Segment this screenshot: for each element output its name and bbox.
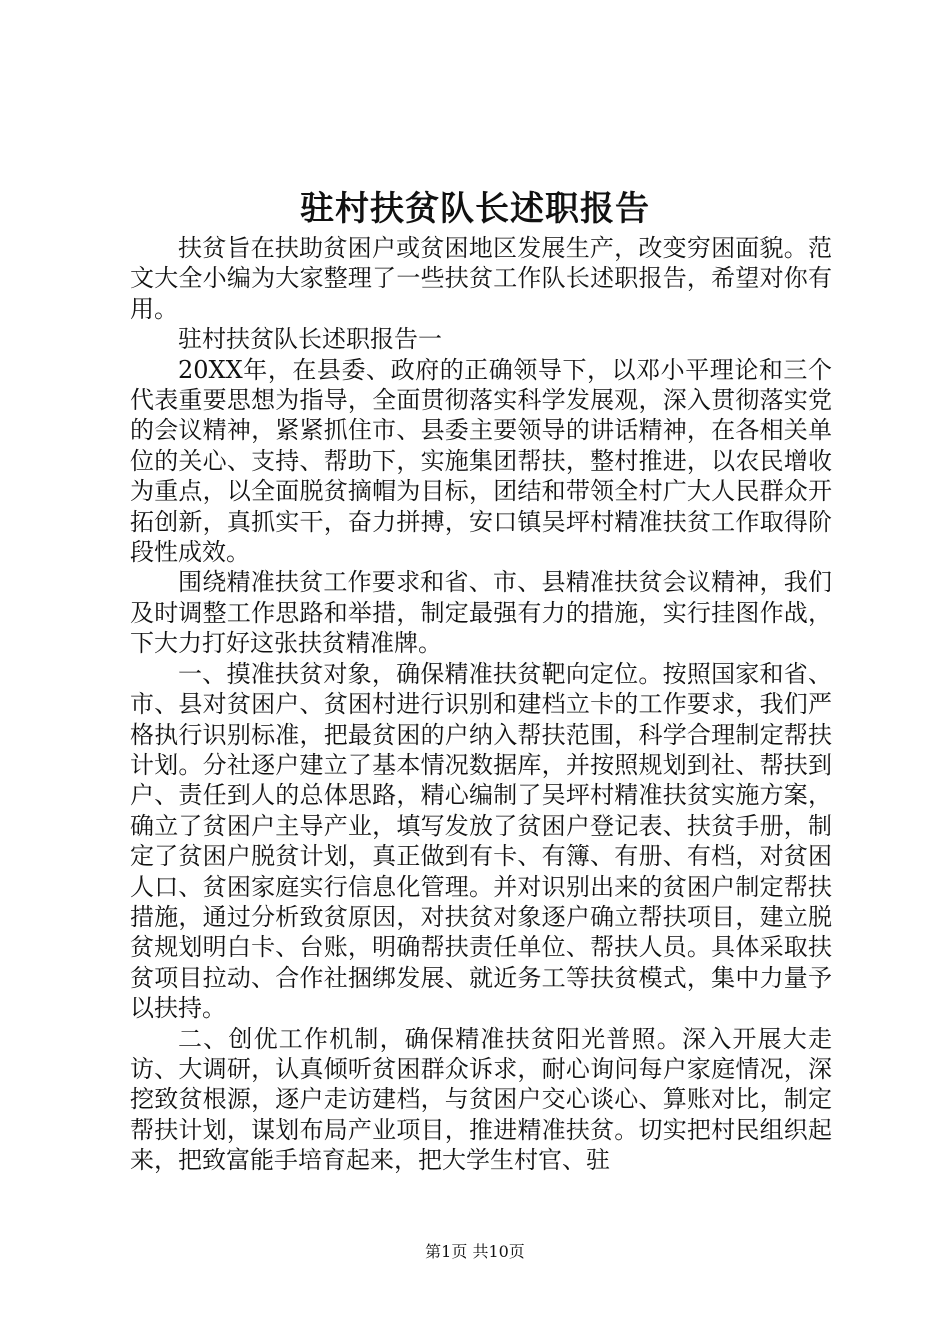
page-footer: 第1页 共10页 (425, 1242, 525, 1261)
paragraph-intro: 扶贫旨在扶助贫困户或贫困地区发展生产，改变穷困面貌。范文大全小编为大家整理了一些扶贫工作队长述职报告，希望对你有用。 (130, 234, 832, 323)
paragraph-point-one: 一、摸准扶贫对象，确保精准扶贫靶向定位。按照国家和省、市、县对贫困户、贫困村进行识别和建档立卡的工作要求，我们严格执行识别标准，把最贫困的户纳入帮扶范围，科学合理制定帮扶计划。分社逐户建立了基本情况数据库，并按照规划到社、帮扶到户、责任到人的总体思路，精心编制了吴坪村精准扶贫实施方案，确立了贫困户主导产业，填写发放了贫困户登记表、扶贫手册，制定了贫困户脱贫计划，真正做到有卡、有簿、有册、有档，对贫困人口、贫困家庭实行信息化管理。并对识别出来的贫困户制定帮扶措施，通过分析致贫原因，对扶贫对象逐户确立帮扶项目，建立脱贫规划明白卡、台账，明确帮扶责任单位、帮扶人员。具体采取扶贫项目拉动、合作社捆绑发展、就近务工等扶贫模式，集中力量予以扶持。 (130, 659, 832, 1023)
paragraph-overview: 20XX年，在县委、政府的正确领导下，以邓小平理论和三个代表重要思想为指导，全面贯彻落实科学发展观，深入贯彻落实党的会议精神，紧紧抓住市、县委主要领导的讲话精神，在各相关单位的关心、支持、帮助下，实施集团帮扶，整村推进，以农民增收为重点，以全面脱贫摘帽为目标，团结和带领全村广大人民群众开拓创新，真抓实干，奋力拼搏，安口镇吴坪村精准扶贫工作取得阶段性成效。 (130, 355, 832, 567)
document-title: 驻村扶贫队长述职报告 (300, 189, 650, 229)
document-body (130, 233, 832, 1176)
paragraph-approach: 围绕精准扶贫工作要求和省、市、县精准扶贫会议精神，我们及时调整工作思路和举措，制定最强有力的措施，实行挂图作战，下大力打好这张扶贫精准牌。 (130, 568, 832, 658)
paragraph-point-two: 二、创优工作机制，确保精准扶贫阳光普照。深入开展大走访、大调研，认真倾听贫困群众诉求，耐心询问每户家庭情况，深挖致贫根源，逐户走访建档，与贫困户交心谈心、算账对比，制定帮扶计划，谋划布局产业项目，推进精准扶贫。切实把村民组织起来，把致富能手培育起来，把大学生村官、驻 (130, 1024, 832, 1175)
paragraph-section-heading: 驻村扶贫队长述职报告一 (178, 325, 442, 354)
